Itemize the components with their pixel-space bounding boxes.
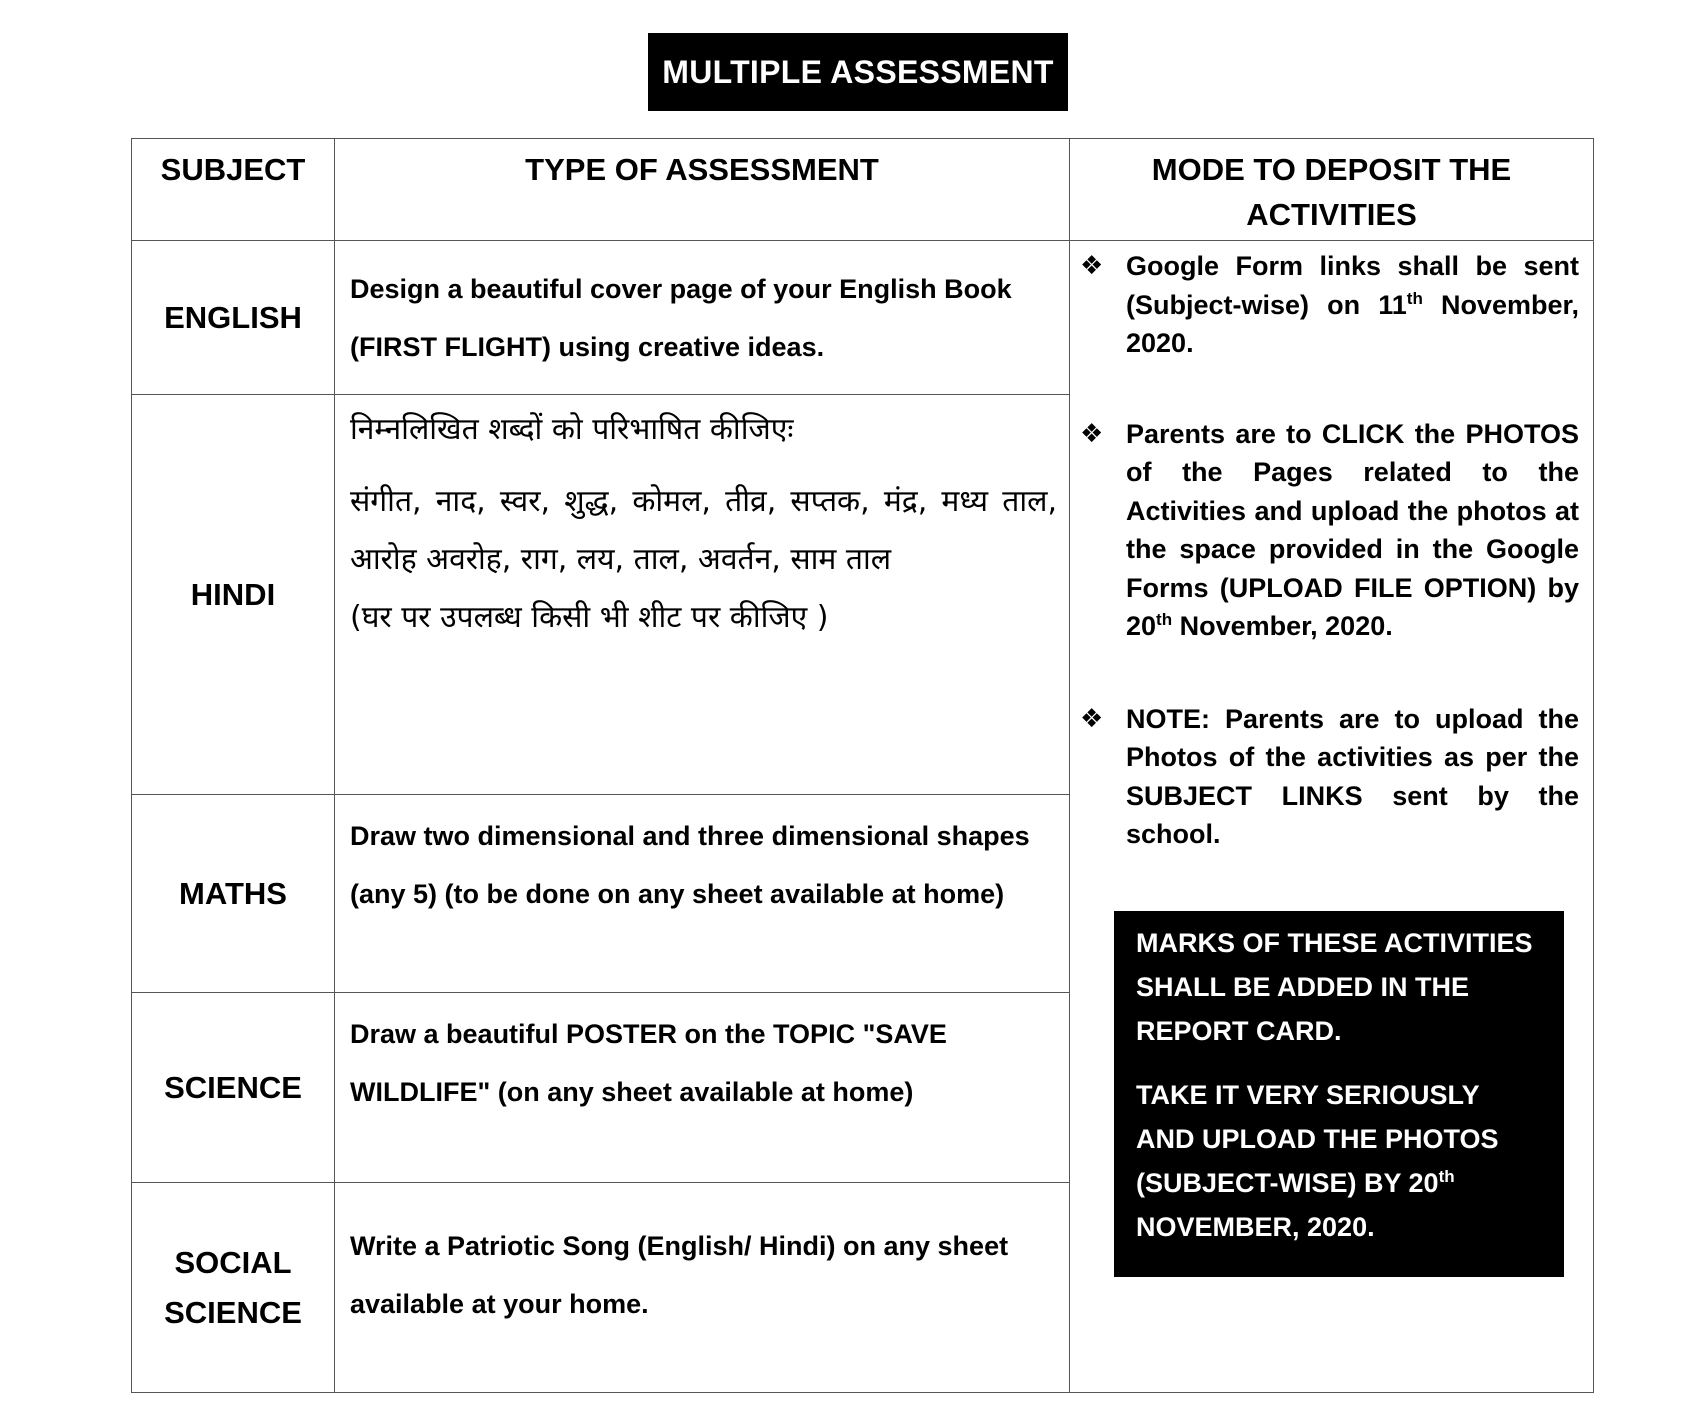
mode-cell <box>1070 241 1594 1393</box>
subject-science: SCIENCE <box>132 993 335 1183</box>
task-social-science: Write a Patriotic Song (English/ Hindi) on any sheet available at your home. <box>335 1183 1070 1393</box>
subject-social-science: SOCIAL SCIENCE <box>132 1183 335 1393</box>
bullet-diamond-icon: ❖ <box>1080 703 1104 734</box>
header-subject: SUBJECT <box>132 139 335 241</box>
header-mode: MODE TO DEPOSIT THE ACTIVITIES <box>1070 139 1594 241</box>
bullet-diamond-icon: ❖ <box>1080 418 1104 449</box>
task-english: Design a beautiful cover page of your English Book (FIRST FLIGHT) using creative ideas. <box>335 241 1070 395</box>
assessment-table <box>131 138 1594 1393</box>
mode-bullet-2: ❖ Parents are to CLICK the PHOTOS of the Pages related to the Activities and upload the photos at the space provided in the Google Forms (UPLOAD FILE OPTION) by 20th November, 2020. <box>1070 415 1593 646</box>
subject-english: ENGLISH <box>132 241 335 395</box>
notice-para-1: MARKS OF THESE ACTIVITIES SHALL BE ADDED IN THE REPORT CARD. <box>1136 928 1533 1046</box>
bullet-diamond-icon: ❖ <box>1080 251 1104 281</box>
task-maths: Draw two dimensional and three dimensional shapes (any 5) (to be done on any sheet available at home) <box>335 795 1070 993</box>
subject-hindi: HINDI <box>132 395 335 795</box>
notice-para-2: TAKE IT VERY SERIOUSLY AND UPLOAD THE PHOTOS (SUBJECT-WISE) BY 20th NOVEMBER, 2020. <box>1136 1080 1499 1242</box>
mode-bullet-3: ❖ NOTE: Parents are to upload the Photos of the activities as per the SUBJECT LINKS sent by the school. <box>1070 700 1593 854</box>
task-hindi: निम्नलिखित शब्दों को परिभाषित कीजिएः संगीत, नाद, स्वर, शुद्ध, कोमल, तीव्र, सप्तक, मंद्र, मध्य ताल, आरोह अवरोह, राग, लय, ताल, अवर्तन, साम ताल (घर पर उपलब्ध किसी भी शीट पर कीजिए ) <box>335 395 1070 795</box>
table-header-row <box>132 139 1594 241</box>
marks-notice-box <box>1114 911 1564 1277</box>
table-row-english <box>132 241 1594 395</box>
task-science: Draw a beautiful POSTER on the TOPIC "SAVE WILDLIFE" (on any sheet available at home) <box>335 993 1070 1183</box>
subject-maths: MATHS <box>132 795 335 993</box>
mode-bullet-1: ❖ Google Form links shall be sent (Subject-wise) on 11th November, 2020. <box>1070 247 1593 363</box>
page-title: MULTIPLE ASSESSMENT <box>648 33 1068 111</box>
header-type: TYPE OF ASSESSMENT <box>335 139 1070 241</box>
